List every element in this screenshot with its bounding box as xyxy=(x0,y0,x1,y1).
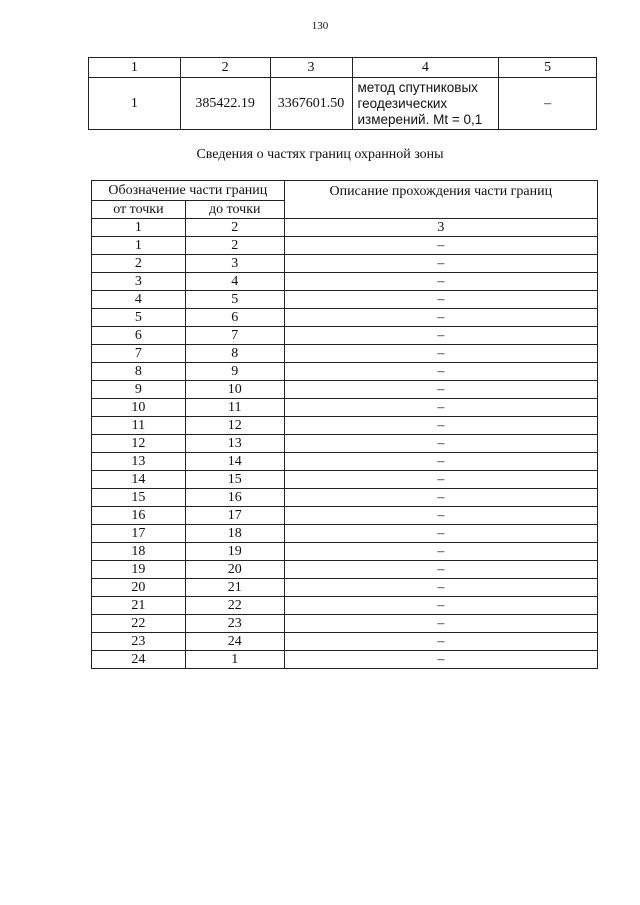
table-row xyxy=(92,273,598,291)
to-point-cell: 3 xyxy=(185,255,284,273)
from-point-cell: 3 xyxy=(92,273,186,291)
from-point-cell: 16 xyxy=(92,507,186,525)
from-point-cell: 17 xyxy=(92,525,186,543)
table-row xyxy=(92,525,598,543)
to-point-cell: 12 xyxy=(185,417,284,435)
from-point-cell: 13 xyxy=(92,453,186,471)
point-number: 1 xyxy=(89,78,181,130)
from-point-cell: 1 xyxy=(92,219,186,237)
to-point-cell: 19 xyxy=(185,543,284,561)
description-cell: – xyxy=(284,633,597,651)
description-cell: – xyxy=(284,345,597,363)
description-cell: – xyxy=(284,615,597,633)
method-line: метод спутниковых xyxy=(357,79,478,95)
table-row xyxy=(92,471,598,489)
coordinates-table-header xyxy=(89,58,597,78)
to-point-cell: 22 xyxy=(185,597,284,615)
coordinate-x: 385422.19 xyxy=(180,78,270,130)
column-5-value: – xyxy=(499,78,597,130)
from-point-cell: 7 xyxy=(92,345,186,363)
description-cell: – xyxy=(284,597,597,615)
header-cell: 3 xyxy=(270,58,352,78)
to-point-cell: 14 xyxy=(185,453,284,471)
from-point-cell: 2 xyxy=(92,255,186,273)
description-cell: – xyxy=(284,255,597,273)
from-point-cell: 24 xyxy=(92,651,186,669)
description-cell: – xyxy=(284,471,597,489)
table-row xyxy=(92,651,598,669)
coordinates-row xyxy=(89,78,597,130)
to-point-cell: 18 xyxy=(185,525,284,543)
table-row xyxy=(92,507,598,525)
group-header: Обозначение части границ xyxy=(92,181,285,201)
table-row xyxy=(92,633,598,651)
method-description xyxy=(352,78,499,130)
table-row xyxy=(92,615,598,633)
method-line: измерений. Mt = 0,1 xyxy=(357,111,483,127)
from-point-cell: 14 xyxy=(92,471,186,489)
method-line: геодезических xyxy=(357,95,448,111)
table-row xyxy=(92,363,598,381)
to-point-header: до точки xyxy=(185,201,284,219)
description-cell: – xyxy=(284,651,597,669)
to-point-cell: 1 xyxy=(185,651,284,669)
from-point-cell: 12 xyxy=(92,435,186,453)
description-cell: – xyxy=(284,489,597,507)
from-point-cell: 19 xyxy=(92,561,186,579)
table-row xyxy=(92,579,598,597)
from-point-cell: 5 xyxy=(92,309,186,327)
description-cell: – xyxy=(284,327,597,345)
description-cell: 3 xyxy=(284,219,597,237)
table-row xyxy=(92,381,598,399)
page-number: 130 xyxy=(311,20,329,32)
to-point-cell: 24 xyxy=(185,633,284,651)
from-point-cell: 23 xyxy=(92,633,186,651)
table-row xyxy=(92,219,598,237)
to-point-cell: 10 xyxy=(185,381,284,399)
from-point-cell: 11 xyxy=(92,417,186,435)
to-point-cell: 13 xyxy=(185,435,284,453)
parts-table-body xyxy=(92,219,598,669)
description-cell: – xyxy=(284,237,597,255)
table-row xyxy=(92,291,598,309)
to-point-cell: 9 xyxy=(185,363,284,381)
to-point-cell: 2 xyxy=(185,219,284,237)
description-cell: – xyxy=(284,399,597,417)
description-cell: – xyxy=(284,543,597,561)
from-point-cell: 10 xyxy=(92,399,186,417)
from-point-cell: 15 xyxy=(92,489,186,507)
table-row xyxy=(92,435,598,453)
table-row xyxy=(92,327,598,345)
from-point-cell: 4 xyxy=(92,291,186,309)
from-point-cell: 18 xyxy=(92,543,186,561)
description-cell: – xyxy=(284,363,597,381)
table-row xyxy=(92,453,598,471)
table-row xyxy=(92,255,598,273)
description-header: Описание прохождения части границ xyxy=(284,181,597,219)
coordinate-y: 3367601.50 xyxy=(270,78,352,130)
boundary-parts-table xyxy=(91,180,598,669)
table-row xyxy=(92,597,598,615)
from-point-cell: 21 xyxy=(92,597,186,615)
description-cell: – xyxy=(284,507,597,525)
table-row xyxy=(92,345,598,363)
description-cell: – xyxy=(284,579,597,597)
table-row xyxy=(92,489,598,507)
description-cell: – xyxy=(284,435,597,453)
description-cell: – xyxy=(284,273,597,291)
description-cell: – xyxy=(284,417,597,435)
parts-table-header xyxy=(92,181,598,201)
header-cell: 2 xyxy=(180,58,270,78)
description-cell: – xyxy=(284,453,597,471)
from-point-cell: 1 xyxy=(92,237,186,255)
from-point-cell: 6 xyxy=(92,327,186,345)
description-cell: – xyxy=(284,291,597,309)
to-point-cell: 8 xyxy=(185,345,284,363)
to-point-cell: 6 xyxy=(185,309,284,327)
header-cell: 5 xyxy=(499,58,597,78)
table-row xyxy=(92,237,598,255)
to-point-cell: 2 xyxy=(185,237,284,255)
header-cell: 4 xyxy=(352,58,499,78)
to-point-cell: 5 xyxy=(185,291,284,309)
to-point-cell: 4 xyxy=(185,273,284,291)
section-title: Сведения о частях границ охранной зоны xyxy=(196,147,444,162)
description-cell: – xyxy=(284,309,597,327)
to-point-cell: 21 xyxy=(185,579,284,597)
from-point-cell: 9 xyxy=(92,381,186,399)
description-cell: – xyxy=(284,381,597,399)
to-point-cell: 20 xyxy=(185,561,284,579)
table-row xyxy=(92,543,598,561)
to-point-cell: 7 xyxy=(185,327,284,345)
to-point-cell: 15 xyxy=(185,471,284,489)
header-cell: 1 xyxy=(89,58,181,78)
from-point-cell: 20 xyxy=(92,579,186,597)
from-point-cell: 8 xyxy=(92,363,186,381)
coordinates-table xyxy=(88,57,597,130)
from-point-cell: 22 xyxy=(92,615,186,633)
description-cell: – xyxy=(284,561,597,579)
table-row xyxy=(92,561,598,579)
to-point-cell: 11 xyxy=(185,399,284,417)
to-point-cell: 17 xyxy=(185,507,284,525)
table-row xyxy=(92,399,598,417)
description-cell: – xyxy=(284,525,597,543)
from-point-header: от точки xyxy=(92,201,186,219)
to-point-cell: 16 xyxy=(185,489,284,507)
table-row xyxy=(92,417,598,435)
to-point-cell: 23 xyxy=(185,615,284,633)
table-row xyxy=(92,309,598,327)
